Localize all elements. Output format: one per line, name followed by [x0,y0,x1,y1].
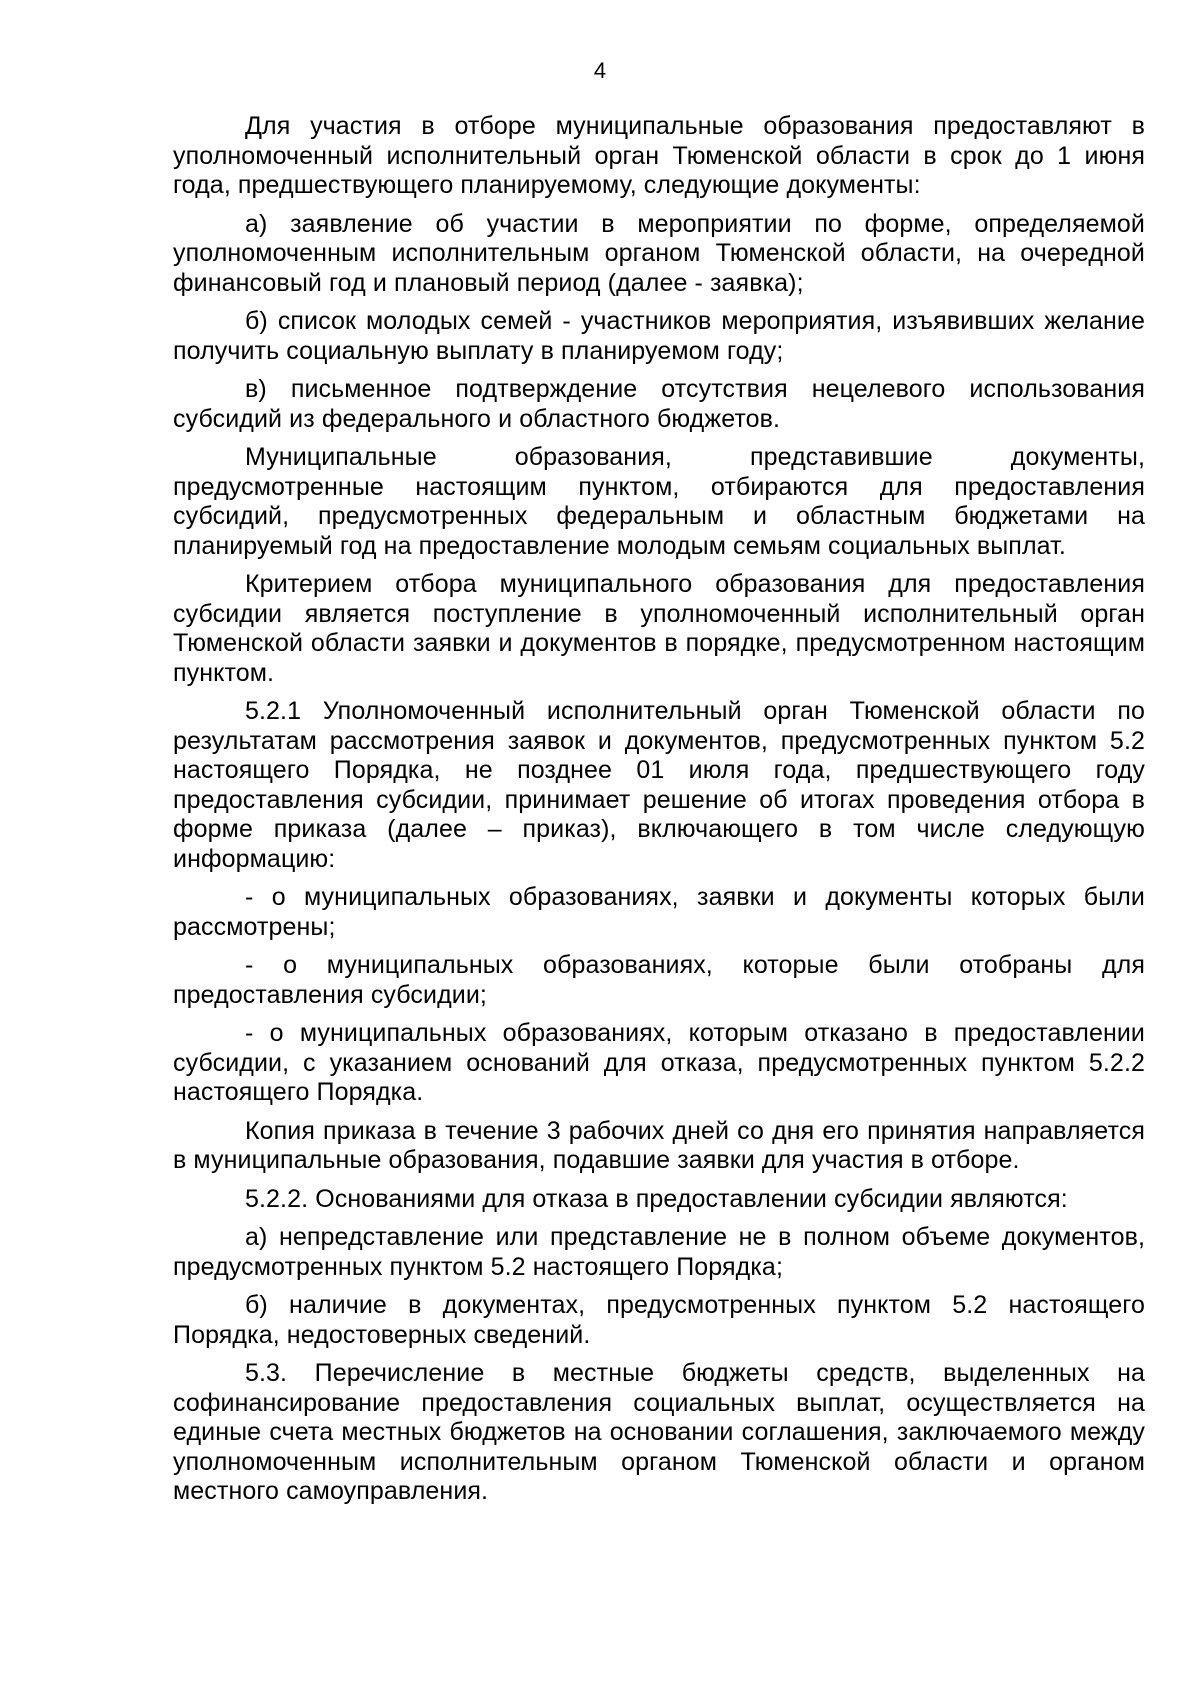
paragraph-selection-criterion: Критерием отбора муниципального образования для предоставления субсидии является поступление в уполномоченный исполнительный орган Тюменской области заявки и документов в порядке, предусмотренном настоящим пунктом. [173,570,1145,687]
paragraph-bullet-selected: - о муниципальных образованиях, которые были отобраны для предоставления субсидии; [173,951,1145,1009]
page-number: 4 [593,58,607,83]
paragraph-order-copy: Копия приказа в течение 3 рабочих дней со дня его принятия направляется в муниципальные образования, подавшие заявки для участия в отборе. [173,1116,1145,1174]
paragraph-5-3: 5.3. Перечисление в местные бюджеты средств, выделенных на софинансирование предоставления социальных выплат, осуществляется на единые счета местных бюджетов на основании соглашения, заключаемого между уполномоченным исполнительным органом Тюменской области и органом местного самоуправления. [173,1359,1145,1505]
paragraph-bullet-reviewed: - о муниципальных образованиях, заявки и документы которых были рассмотрены; [173,883,1145,941]
paragraph-item-a-application: а) заявление об участии в мероприятии по форме, определяемой уполномоченным исполнительным органом Тюменской области, на очередной финансовый год и плановый период (далее - заявка); [173,209,1145,297]
paragraph-refusal-b: б) наличие в документах, предусмотренных пунктом 5.2 настоящего Порядка, недостоверных сведений. [173,1291,1145,1349]
paragraph-5-2-1: 5.2.1 Уполномоченный исполнительный орган Тюменской области по результатам рассмотрения заявок и документов, предусмотренных пунктом 5.2 настоящего Порядка, не позднее 01 июля года, предшествующего году предоставления субсидии, принимает решение об итогах проведения отбора в форме приказа (далее – приказ), включающего в том числе следующую информацию: [173,697,1145,873]
paragraph-item-v-confirmation: в) письменное подтверждение отсутствия нецелевого использования субсидий из федерального и областного бюджетов. [173,375,1145,433]
paragraph-5-2-2: 5.2.2. Основаниями для отказа в предоставлении субсидии являются: [245,1184,1068,1213]
paragraph-refusal-a: а) непредставление или представление не в полном объеме документов, предусмотренных пунктом 5.2 настоящего Порядка; [173,1223,1145,1281]
paragraph-selection: Муниципальные образования, представившие документы, предусмотренные настоящим пунктом, отбираются для предоставления субсидий, предусмотренных федеральным и областным бюджетами на планируемый год на предоставление молодым семьям социальных выплат. [173,443,1145,560]
paragraph-participation-documents: Для участия в отборе муниципальные образования предоставляют в уполномоченный исполнительный орган Тюменской области в срок до 1 июня года, предшествующего планируемому, следующие документы: [173,112,1145,199]
paragraph-bullet-refused: - о муниципальных образованиях, которым отказано в предоставлении субсидии, с указанием оснований для отказа, предусмотренных пунктом 5.2.2 настоящего Порядка. [173,1019,1145,1106]
paragraph-item-b-family-list: б) список молодых семей - участников мероприятия, изъявивших желание получить социальную выплату в планируемом году; [173,307,1145,365]
document-body [173,112,1145,1516]
